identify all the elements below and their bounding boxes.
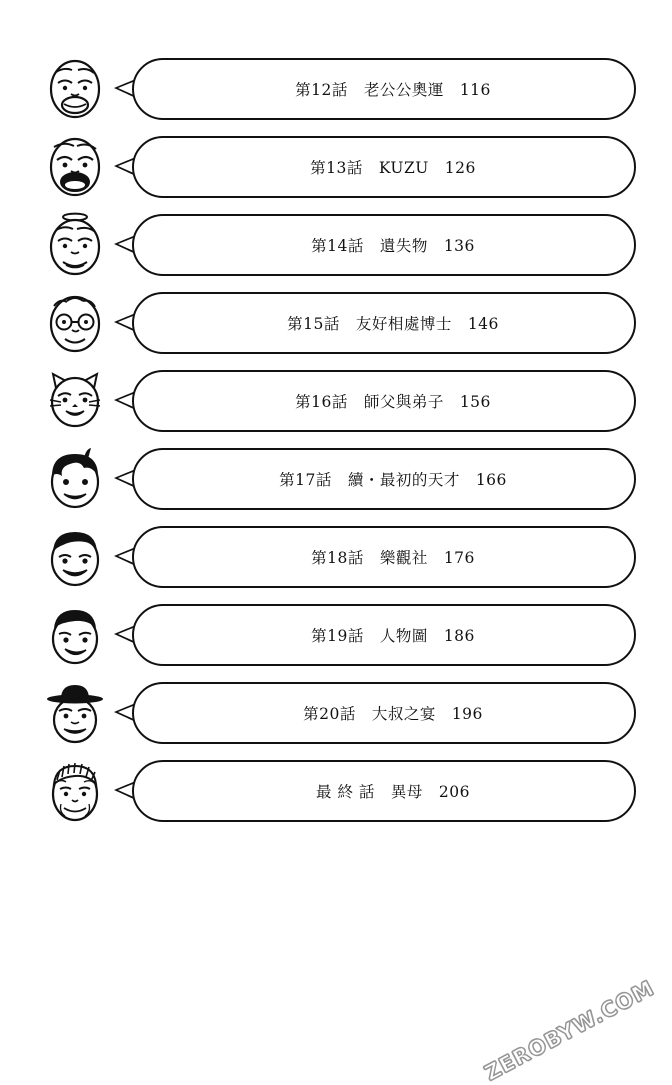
bald-old-man-face-icon (44, 56, 106, 122)
toc-entry-label: 第12話 老公公奧運 116 (295, 81, 491, 99)
speech-balloon (114, 604, 672, 666)
speech-balloon (114, 292, 672, 354)
glasses-old-man-face-icon (44, 290, 106, 356)
speech-balloon (114, 136, 672, 198)
speech-balloon (114, 682, 672, 744)
short-hair-boy-face-icon (44, 602, 106, 668)
toc-entry-row[interactable] (0, 284, 672, 362)
toc-entry-label: 第19話 人物圖 186 (311, 627, 475, 645)
speech-balloon (114, 214, 672, 276)
toc-entry-row[interactable] (0, 440, 672, 518)
toc-entry-row[interactable] (0, 518, 672, 596)
speech-balloon (114, 448, 672, 510)
toc-entry-label: 第14話 遺失物 136 (311, 237, 475, 255)
toc-entry-label: 第13話 KUZU 126 (310, 159, 476, 177)
toc-entry-label: 第16話 師父與弟子 156 (295, 393, 491, 411)
toc-entry-row[interactable] (0, 596, 672, 674)
toc-entry-row[interactable] (0, 752, 672, 830)
speech-balloon (114, 370, 672, 432)
cat-face-icon (44, 368, 106, 434)
table-of-contents-page (0, 50, 672, 1085)
toc-entry-label: 第17話 續・最初的天才 166 (279, 471, 507, 489)
toc-entry-label: 第15話 友好相處博士 146 (287, 315, 499, 333)
toc-entry-row[interactable] (0, 674, 672, 752)
open-mouth-old-man-face-icon (44, 134, 106, 200)
halo-old-man-face-icon (44, 212, 106, 278)
toc-entry-row[interactable] (0, 50, 672, 128)
toc-entry-row[interactable] (0, 128, 672, 206)
smiling-boy-face-icon (44, 524, 106, 590)
speech-balloon (114, 58, 672, 120)
spiky-hair-boy-face-icon (44, 446, 106, 512)
messy-hair-man-face-icon (44, 758, 106, 824)
speech-balloon (114, 760, 672, 822)
toc-entry-label: 第20話 大叔之宴 196 (303, 705, 483, 723)
watermark: ZEROBYW.COM (480, 975, 658, 1085)
toc-entry-label: 第18話 樂觀社 176 (311, 549, 475, 567)
toc-entry-row[interactable] (0, 206, 672, 284)
speech-balloon (114, 526, 672, 588)
toc-entry-label: 最 終 話 異母 206 (316, 783, 470, 801)
hat-man-face-icon (44, 680, 106, 746)
toc-entry-row[interactable] (0, 362, 672, 440)
